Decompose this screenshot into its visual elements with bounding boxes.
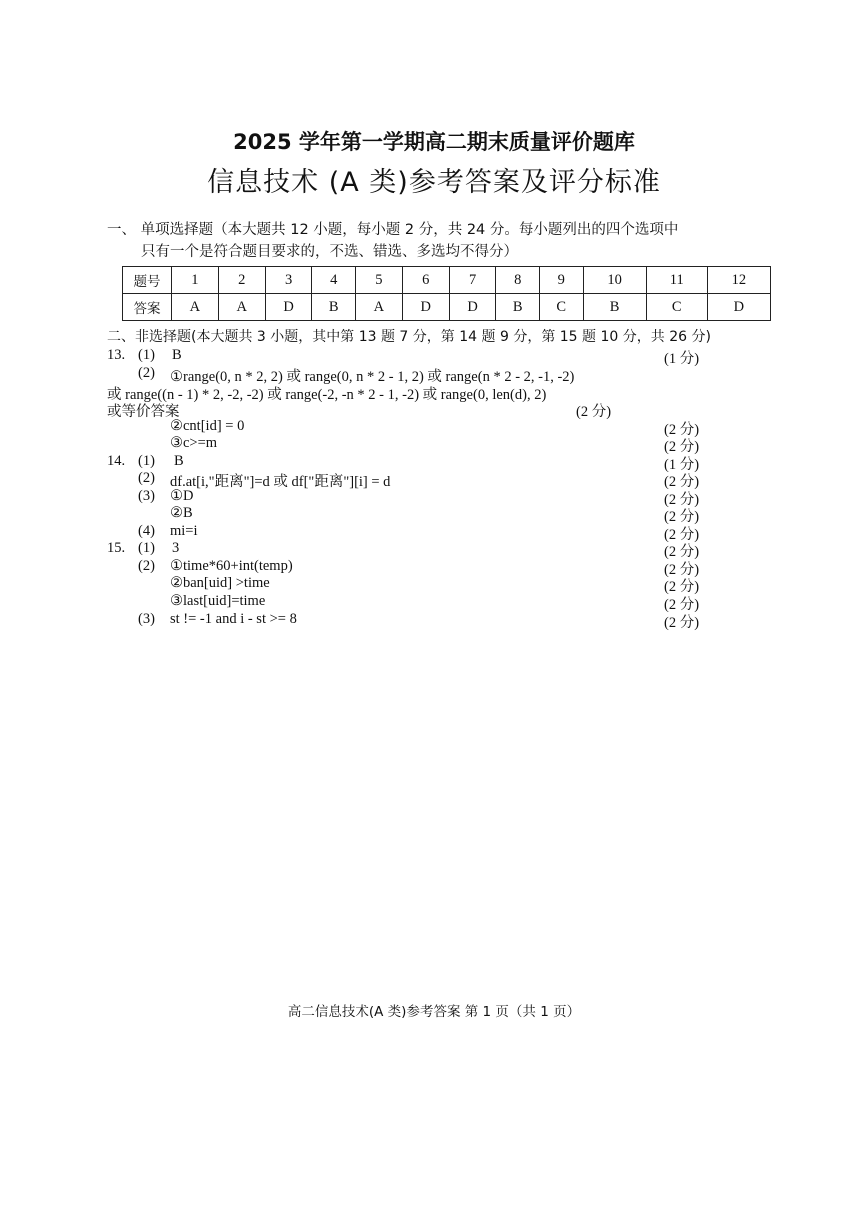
q15-part2-item3: ③last[uid]=time — [170, 593, 266, 609]
table-row-answers — [123, 294, 771, 321]
q14-part4-answer: mi=i — [170, 523, 198, 539]
table-cell: B — [583, 294, 646, 321]
table-cell: 11 — [646, 267, 707, 294]
table-cell: 3 — [265, 267, 312, 294]
table-cell: 5 — [356, 267, 403, 294]
answer-table — [122, 266, 771, 321]
q13-part2-line2: 或 range((n - 1) * 2, -2, -2) 或 range(-2, -n * 2 - 1, -2) 或 range(0, len(d), 2) — [107, 387, 547, 403]
table-row-numbers — [123, 267, 771, 294]
q13-part2-item2: ②cnt[id] = 0 — [170, 418, 245, 434]
q14-part2-score: (2 分) — [664, 474, 700, 490]
q13-part2-score1: (2 分) — [576, 404, 612, 420]
section1-instructions-line2: 只有一个是符合题目要求的，不选、错选、多选均不得分） — [141, 244, 518, 260]
q15-part2-score3: (2 分) — [664, 597, 700, 613]
q13-part2-score2: (2 分) — [664, 422, 700, 438]
q13-part2-line3: 或等价答案 — [107, 404, 180, 420]
q15-part3-label: (3) — [138, 611, 155, 627]
table-cell: 4 — [312, 267, 356, 294]
table-cell: 12 — [707, 267, 770, 294]
q15-part2-score1: (2 分) — [664, 562, 700, 578]
table-header-answer: 答案 — [123, 294, 172, 321]
table-header-number: 题号 — [123, 267, 172, 294]
q15-part2-item2: ②ban[uid] >time — [170, 575, 270, 591]
q14-part1-score: (1 分) — [664, 457, 700, 473]
q14-part3-label: (3) — [138, 488, 155, 504]
q14-part4-label: (4) — [138, 523, 155, 539]
q13-part2-label: (2) — [138, 365, 155, 381]
q14-part1-label: (1) — [138, 453, 155, 469]
q14-number: 14. — [107, 453, 126, 469]
q15-part2-label: (2) — [138, 558, 155, 574]
table-cell: D — [402, 294, 449, 321]
q15-part3-score: (2 分) — [664, 615, 700, 631]
page-footer: 高二信息技术(A 类)参考答案 第 1 页（共 1 页） — [287, 1004, 581, 1020]
table-cell: 8 — [496, 267, 540, 294]
q15-part2-score2: (2 分) — [664, 579, 700, 595]
q14-part2-label: (2) — [138, 470, 155, 486]
q13-part2-score3: (2 分) — [664, 439, 700, 455]
table-cell: A — [218, 294, 265, 321]
q14-part1-answer: B — [174, 453, 184, 469]
q15-part1-answer: 3 — [172, 540, 180, 556]
q14-part3-item2: ②B — [170, 505, 193, 521]
q15-part2-item1: ①time*60+int(temp) — [170, 558, 293, 574]
document-subtitle: 信息技术 (A 类)参考答案及评分标准 — [207, 167, 661, 198]
table-cell: 10 — [583, 267, 646, 294]
q14-part3-item1: ①D — [170, 488, 194, 504]
table-cell: 2 — [218, 267, 265, 294]
document-title: 2025 学年第一学期高二期末质量评价题库 — [233, 130, 635, 154]
q13-part2-line1: ①range(0, n * 2, 2) 或 range(0, n * 2 - 1, 2) 或 range(n * 2 - 2, -1, -2) — [170, 369, 575, 385]
section2-heading: 二、非选择题(本大题共 3 小题，其中第 13 题 7 分，第 14 题 9 分，第 15 题 10 分，共 26 分) — [107, 329, 711, 345]
table-cell: A — [172, 294, 219, 321]
table-cell: 1 — [172, 267, 219, 294]
q13-part1-score: (1 分) — [664, 351, 700, 367]
q15-part3-answer: st != -1 and i - st >= 8 — [170, 611, 297, 627]
table-cell: D — [707, 294, 770, 321]
table-cell: D — [449, 294, 496, 321]
q15-number: 15. — [107, 540, 126, 556]
q14-part4-score: (2 分) — [664, 527, 700, 543]
table-cell: 9 — [540, 267, 584, 294]
table-cell: C — [646, 294, 707, 321]
q14-part2-answer: df.at[i,"距离"]=d 或 df["距离"][i] = d — [170, 474, 391, 490]
q13-part1-label: (1) — [138, 347, 155, 363]
table-cell: B — [496, 294, 540, 321]
table-cell: C — [540, 294, 584, 321]
table-cell: 6 — [402, 267, 449, 294]
section1-instructions-line1: 一、 单项选择题（本大题共 12 小题，每小题 2 分，共 24 分。每小题列出的四个选项中 — [107, 222, 679, 238]
q13-number: 13. — [107, 347, 126, 363]
q13-part1-answer: B — [172, 347, 182, 363]
table-cell: B — [312, 294, 356, 321]
q13-part2-item3: ③c>=m — [170, 435, 218, 451]
q15-part1-label: (1) — [138, 540, 155, 556]
table-cell: A — [356, 294, 403, 321]
table-cell: 7 — [449, 267, 496, 294]
q15-part1-score: (2 分) — [664, 544, 700, 560]
table-cell: D — [265, 294, 312, 321]
q14-part3-score2: (2 分) — [664, 509, 700, 525]
q14-part3-score1: (2 分) — [664, 492, 700, 508]
